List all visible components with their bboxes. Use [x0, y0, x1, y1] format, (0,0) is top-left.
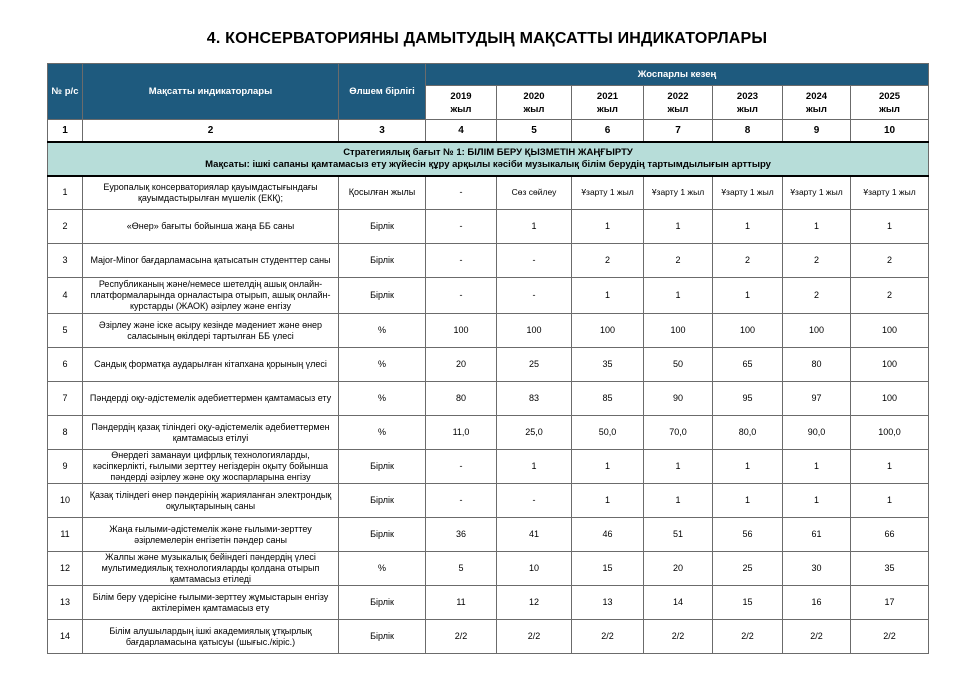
- year-value: Ұзарту 1 жыл: [783, 176, 851, 210]
- year-value: 41: [497, 518, 572, 552]
- table-row: [48, 348, 929, 382]
- year-value: 80: [783, 348, 851, 382]
- indicator-name: Пәндерді оқу-әдістемелік әдебиеттермен қамтамасыз ету: [83, 382, 339, 416]
- row-number: 11: [48, 518, 83, 552]
- year-value: 66: [851, 518, 929, 552]
- header-year: 2024: [805, 90, 828, 102]
- year-value: 83: [497, 382, 572, 416]
- year-value: 61: [783, 518, 851, 552]
- year-value: 1: [497, 450, 572, 484]
- year-value: 2: [851, 278, 929, 314]
- row-number: 14: [48, 620, 83, 654]
- year-value: 35: [572, 348, 644, 382]
- column-number: 1: [48, 120, 83, 142]
- row-number: 1: [48, 176, 83, 210]
- row-number: 13: [48, 586, 83, 620]
- unit: Қосылған жылы: [339, 176, 426, 210]
- header-num: № р/с: [48, 64, 83, 120]
- year-value: 2: [851, 244, 929, 278]
- year-value: 2/2: [713, 620, 783, 654]
- year-value: 16: [783, 586, 851, 620]
- year-value: 36: [426, 518, 497, 552]
- indicator-name: Еуропалық консерваториялар қауымдастығындағы қауымдастырылған мүшелік (ЕКҚ);: [83, 176, 339, 210]
- table-row: [48, 176, 929, 210]
- header-year: 2019: [450, 90, 472, 102]
- year-value: -: [497, 278, 572, 314]
- year-value: 2/2: [497, 620, 572, 654]
- year-value: -: [426, 484, 497, 518]
- row-number: 6: [48, 348, 83, 382]
- year-value: 1: [851, 450, 929, 484]
- header-year-cell: [644, 86, 713, 120]
- header-year-suffix: жыл: [667, 103, 689, 115]
- year-value: 1: [572, 210, 644, 244]
- section-direction: Стратегиялық бағыт № 1: БІЛІМ БЕРУ ҚЫЗМЕТІН ЖАҢҒЫРТУ: [343, 146, 633, 158]
- year-value: 100: [783, 314, 851, 348]
- year-value: 80,0: [713, 416, 783, 450]
- year-value: 25: [497, 348, 572, 382]
- indicator-name: Қазақ тіліндегі өнер пәндерінің жарияланған электрондық оқулықтарының саны: [83, 484, 339, 518]
- year-value: 2/2: [426, 620, 497, 654]
- row-number: 7: [48, 382, 83, 416]
- column-number: 5: [497, 120, 572, 142]
- year-value: 1: [783, 484, 851, 518]
- row-number: 3: [48, 244, 83, 278]
- year-value: 11,0: [426, 416, 497, 450]
- header-year-cell: [426, 86, 497, 120]
- year-value: 100: [572, 314, 644, 348]
- year-value: 46: [572, 518, 644, 552]
- year-value: 100: [644, 314, 713, 348]
- table-row: [48, 382, 929, 416]
- header-plan-period: Жоспарлы кезең: [426, 64, 929, 86]
- year-value: 1: [783, 450, 851, 484]
- year-value: 2: [644, 244, 713, 278]
- year-value: 35: [851, 552, 929, 586]
- year-value: 56: [713, 518, 783, 552]
- year-value: 90,0: [783, 416, 851, 450]
- year-value: 100: [426, 314, 497, 348]
- column-number: 7: [644, 120, 713, 142]
- year-value: 1: [644, 450, 713, 484]
- row-number: 10: [48, 484, 83, 518]
- year-value: 20: [426, 348, 497, 382]
- header-year: 2020: [523, 90, 545, 102]
- section-row: [48, 142, 929, 176]
- row-number: 2: [48, 210, 83, 244]
- year-value: Ұзарту 1 жыл: [572, 176, 644, 210]
- page-title: 4. КОНСЕРВАТОРИЯНЫ ДАМЫТУДЫҢ МАҚСАТТЫ ИНДИКАТОРЛАРЫ: [206, 30, 768, 47]
- header-year-cell: [783, 86, 851, 120]
- indicator-name: Өнердегі заманауи цифрлық технологияларды, кәсіпкерлікті, ғылыми зерттеу негіздерін оқыту бойынша пәндерді әзірлеу және оқу жоспарларына енгізу: [83, 450, 339, 484]
- year-value: 10: [497, 552, 572, 586]
- unit: %: [339, 382, 426, 416]
- table-body: [48, 142, 929, 654]
- unit: Бірлік: [339, 450, 426, 484]
- year-value: 11: [426, 586, 497, 620]
- year-value: 17: [851, 586, 929, 620]
- year-value: 15: [572, 552, 644, 586]
- strategic-direction: [48, 142, 929, 176]
- indicator-name: Білім алушылардың ішкі академиялық ұтқырлық бағдарламасына қатысуы (шығыс./кіріс.): [83, 620, 339, 654]
- year-value: 100: [851, 348, 929, 382]
- year-value: 2: [713, 244, 783, 278]
- indicator-name: Республиканың және/немесе шетелдің ашық онлайн-платформаларында орналастыра отырып, ашық онлайн-курстарды (ЖАОК) әзірлеу және енгізу: [83, 278, 339, 314]
- unit: Бірлік: [339, 210, 426, 244]
- year-value: 1: [644, 210, 713, 244]
- year-value: 85: [572, 382, 644, 416]
- year-value: 100: [851, 382, 929, 416]
- header-indicator: Мақсатты индикаторлары: [83, 64, 339, 120]
- year-value: 80: [426, 382, 497, 416]
- year-value: 50,0: [572, 416, 644, 450]
- header-year-suffix: жыл: [879, 103, 900, 115]
- indicator-name: Әзірлеу және іске асыру кезінде мәдениет және өнер саласының өкілдері тартылған ББ үлесі: [83, 314, 339, 348]
- year-value: -: [426, 244, 497, 278]
- row-number: 9: [48, 450, 83, 484]
- year-value: Сөз сөйлеу: [497, 176, 572, 210]
- indicator-name: Сандық форматқа аударылған кітапхана қорының үлесі: [83, 348, 339, 382]
- indicator-name: Жалпы және музыкалық бейіндегі пәндердің үлесі мультимедиялық технологияларды қолдана отырып қамтамасыз етіледі: [83, 552, 339, 586]
- row-number: 8: [48, 416, 83, 450]
- row-number: 4: [48, 278, 83, 314]
- year-value: 20: [644, 552, 713, 586]
- header-year: 2023: [736, 90, 759, 102]
- column-number: 6: [572, 120, 644, 142]
- year-value: 1: [572, 450, 644, 484]
- header-year: 2025: [878, 90, 901, 102]
- unit: %: [339, 314, 426, 348]
- unit: Бірлік: [339, 244, 426, 278]
- year-value: 51: [644, 518, 713, 552]
- year-value: 14: [644, 586, 713, 620]
- table-row: [48, 416, 929, 450]
- year-value: 100,0: [851, 416, 929, 450]
- indicator-name: Жаңа ғылыми-әдістемелік және ғылыми-зерттеу әзірлемелерін енгізетін пәндер саны: [83, 518, 339, 552]
- table-row: [48, 244, 929, 278]
- year-value: 30: [783, 552, 851, 586]
- header-year-cell: [572, 86, 644, 120]
- year-value: 13: [572, 586, 644, 620]
- table-row: [48, 484, 929, 518]
- year-value: 100: [713, 314, 783, 348]
- year-value: 2: [572, 244, 644, 278]
- header-year-cell: [851, 86, 929, 120]
- year-value: 70,0: [644, 416, 713, 450]
- row-number: 5: [48, 314, 83, 348]
- year-value: 65: [713, 348, 783, 382]
- year-value: 2: [783, 278, 851, 314]
- table-row: [48, 586, 929, 620]
- header-year-suffix: жыл: [597, 103, 618, 115]
- year-value: 1: [644, 278, 713, 314]
- year-value: 2/2: [644, 620, 713, 654]
- year-value: 1: [713, 450, 783, 484]
- year-value: -: [426, 176, 497, 210]
- table-row: [48, 518, 929, 552]
- year-value: 1: [572, 278, 644, 314]
- header-year: 2021: [596, 90, 619, 102]
- year-value: 1: [783, 210, 851, 244]
- table-row: [48, 620, 929, 654]
- indicator-name: Білім беру үдерісіне ғылыми-зерттеу жұмыстарын енгізу актілерімен қамтамасыз ету: [83, 586, 339, 620]
- year-value: -: [426, 450, 497, 484]
- year-value: 25: [713, 552, 783, 586]
- header-year-suffix: жыл: [523, 103, 545, 115]
- year-value: 97: [783, 382, 851, 416]
- year-value: 2/2: [783, 620, 851, 654]
- unit: Бірлік: [339, 484, 426, 518]
- year-value: 1: [497, 210, 572, 244]
- table-row: [48, 278, 929, 314]
- year-value: 1: [644, 484, 713, 518]
- header-unit: Өлшем бірлігі: [339, 64, 426, 120]
- year-value: 1: [572, 484, 644, 518]
- unit: %: [339, 416, 426, 450]
- header-year-suffix: жыл: [806, 103, 827, 115]
- year-value: 1: [851, 484, 929, 518]
- target-indicators-table: [47, 63, 929, 654]
- year-value: 95: [713, 382, 783, 416]
- year-value: 12: [497, 586, 572, 620]
- column-number: 9: [783, 120, 851, 142]
- year-value: 2/2: [572, 620, 644, 654]
- header-year-cell: [713, 86, 783, 120]
- row-number: 12: [48, 552, 83, 586]
- indicator-name: «Өнер» бағыты бойынша жаңа ББ саны: [83, 210, 339, 244]
- year-value: -: [426, 278, 497, 314]
- year-value: 50: [644, 348, 713, 382]
- header-year-cell: [497, 86, 572, 120]
- unit: Бірлік: [339, 620, 426, 654]
- year-value: Ұзарту 1 жыл: [713, 176, 783, 210]
- header-year-suffix: жыл: [737, 103, 758, 115]
- table-row: [48, 210, 929, 244]
- year-value: 1: [713, 278, 783, 314]
- table-header: [48, 64, 929, 142]
- header-year: 2022: [667, 90, 689, 102]
- header-year-suffix: жыл: [450, 103, 472, 115]
- table-row: [48, 314, 929, 348]
- unit: Бірлік: [339, 518, 426, 552]
- table-row: [48, 552, 929, 586]
- indicator-name: Major-Minor бағдарламасына қатысатын студенттер саны: [83, 244, 339, 278]
- year-value: 1: [713, 484, 783, 518]
- column-number: 3: [339, 120, 426, 142]
- year-value: -: [497, 244, 572, 278]
- unit: Бірлік: [339, 586, 426, 620]
- year-value: 15: [713, 586, 783, 620]
- year-value: -: [426, 210, 497, 244]
- year-value: 90: [644, 382, 713, 416]
- table-row: [48, 450, 929, 484]
- year-value: Ұзарту 1 жыл: [851, 176, 929, 210]
- year-value: 1: [713, 210, 783, 244]
- year-value: 25,0: [497, 416, 572, 450]
- column-number: 8: [713, 120, 783, 142]
- year-value: 2: [783, 244, 851, 278]
- column-numbers-row: [48, 120, 929, 142]
- section-goal: Мақсаты: ішкі сапаны қамтамасыз ету жүйесін құру арқылы кәсіби музыкалық білім берудің тартымдылығын арттыру: [205, 158, 771, 170]
- column-number: 10: [851, 120, 929, 142]
- year-value: 2/2: [851, 620, 929, 654]
- year-value: 100: [851, 314, 929, 348]
- indicator-name: Пәндердің қазақ тіліндегі оқу-әдістемелік әдебиеттермен қамтамасыз етілуі: [83, 416, 339, 450]
- year-value: 1: [851, 210, 929, 244]
- year-value: Ұзарту 1 жыл: [644, 176, 713, 210]
- year-value: 5: [426, 552, 497, 586]
- column-number: 4: [426, 120, 497, 142]
- year-value: 100: [497, 314, 572, 348]
- unit: %: [339, 552, 426, 586]
- unit: Бірлік: [339, 278, 426, 314]
- unit: %: [339, 348, 426, 382]
- year-value: -: [497, 484, 572, 518]
- column-number: 2: [83, 120, 339, 142]
